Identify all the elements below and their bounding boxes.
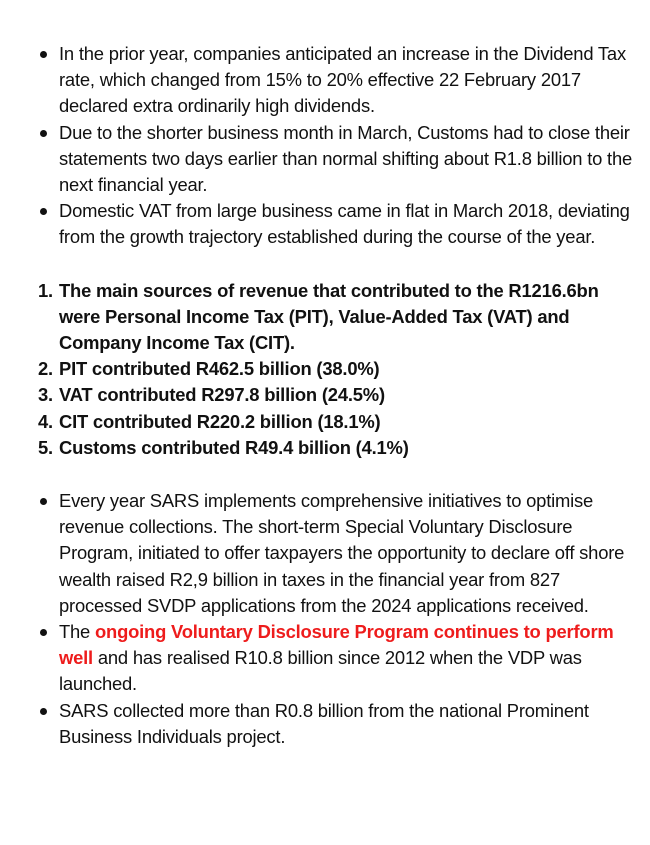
- bullet-icon: [40, 708, 47, 715]
- bullet-text: In the prior year, companies anticipated an increase in the Dividend Tax rate, which changed from 15% to 20% effective 22 February 2017 declared extra ordinarily high dividends.: [59, 43, 626, 117]
- item-number: 1.: [38, 279, 53, 301]
- item-number: 3.: [38, 384, 53, 406]
- item-number: 4.: [38, 410, 53, 432]
- bullet-item: [38, 698, 650, 750]
- item-number: 2.: [38, 358, 53, 380]
- bullet-list-sars-initiatives: [0, 488, 650, 750]
- spacer: [0, 461, 650, 488]
- bullet-list-dividend-customs-vat: [0, 41, 650, 251]
- bullet-item: [38, 198, 650, 250]
- item-text: CIT contributed R220.2 billion (18.1%): [59, 410, 381, 432]
- numbered-item: [38, 356, 650, 382]
- revenue-sources-list: [0, 278, 650, 461]
- item-text: The main sources of revenue that contributed to the R1216.6bn were Personal Income Tax (PIT), Value-Added Tax (VAT) and Company Income Tax (CIT).: [59, 279, 599, 354]
- numbered-item: [38, 435, 650, 461]
- bullet-icon: [40, 629, 47, 636]
- bullet-item: [38, 41, 650, 120]
- bullet-icon: [40, 208, 47, 215]
- bullet-icon: [40, 51, 47, 58]
- item-text: VAT contributed R297.8 billion (24.5%): [59, 384, 385, 406]
- bullet-icon: [40, 498, 47, 505]
- bullet-item: [38, 120, 650, 199]
- bullet-text-suffix: and has realised R10.8 billion since 2012 when the VDP was launched.: [59, 647, 582, 695]
- bullet-icon: [40, 130, 47, 137]
- numbered-item: [38, 382, 650, 408]
- numbered-item: [38, 409, 650, 435]
- numbered-item: [38, 278, 650, 357]
- bullet-item: [38, 619, 650, 698]
- bullet-text-prefix: The: [59, 621, 95, 643]
- bullet-text: SARS collected more than R0.8 billion from the national Prominent Business Individuals project.: [59, 699, 589, 747]
- bullet-text: Domestic VAT from large business came in flat in March 2018, deviating from the growth trajectory established during the course of the year.: [59, 200, 630, 248]
- spacer: [0, 251, 650, 278]
- bullet-item: [38, 488, 650, 619]
- item-text: Customs contributed R49.4 billion (4.1%): [59, 436, 409, 458]
- item-number: 5.: [38, 436, 53, 458]
- highlighted-text: ongoing Voluntary Disclosure Program continues to perform well: [59, 621, 614, 669]
- bullet-text: Due to the shorter business month in March, Customs had to close their statements two days earlier than normal shifting about R1.8 billion to the next financial year.: [59, 121, 633, 196]
- item-text: PIT contributed R462.5 billion (38.0%): [59, 358, 380, 380]
- bullet-text: Every year SARS implements comprehensive initiatives to optimise revenue collections. The short-term Special Voluntary Disclosure Program, initiated to offer taxpayers the opportunity to declare off shore wealth raised R2,9 billion in taxes in the financial year from 827 processed SVDP applications from the 2024 applications received.: [59, 490, 625, 616]
